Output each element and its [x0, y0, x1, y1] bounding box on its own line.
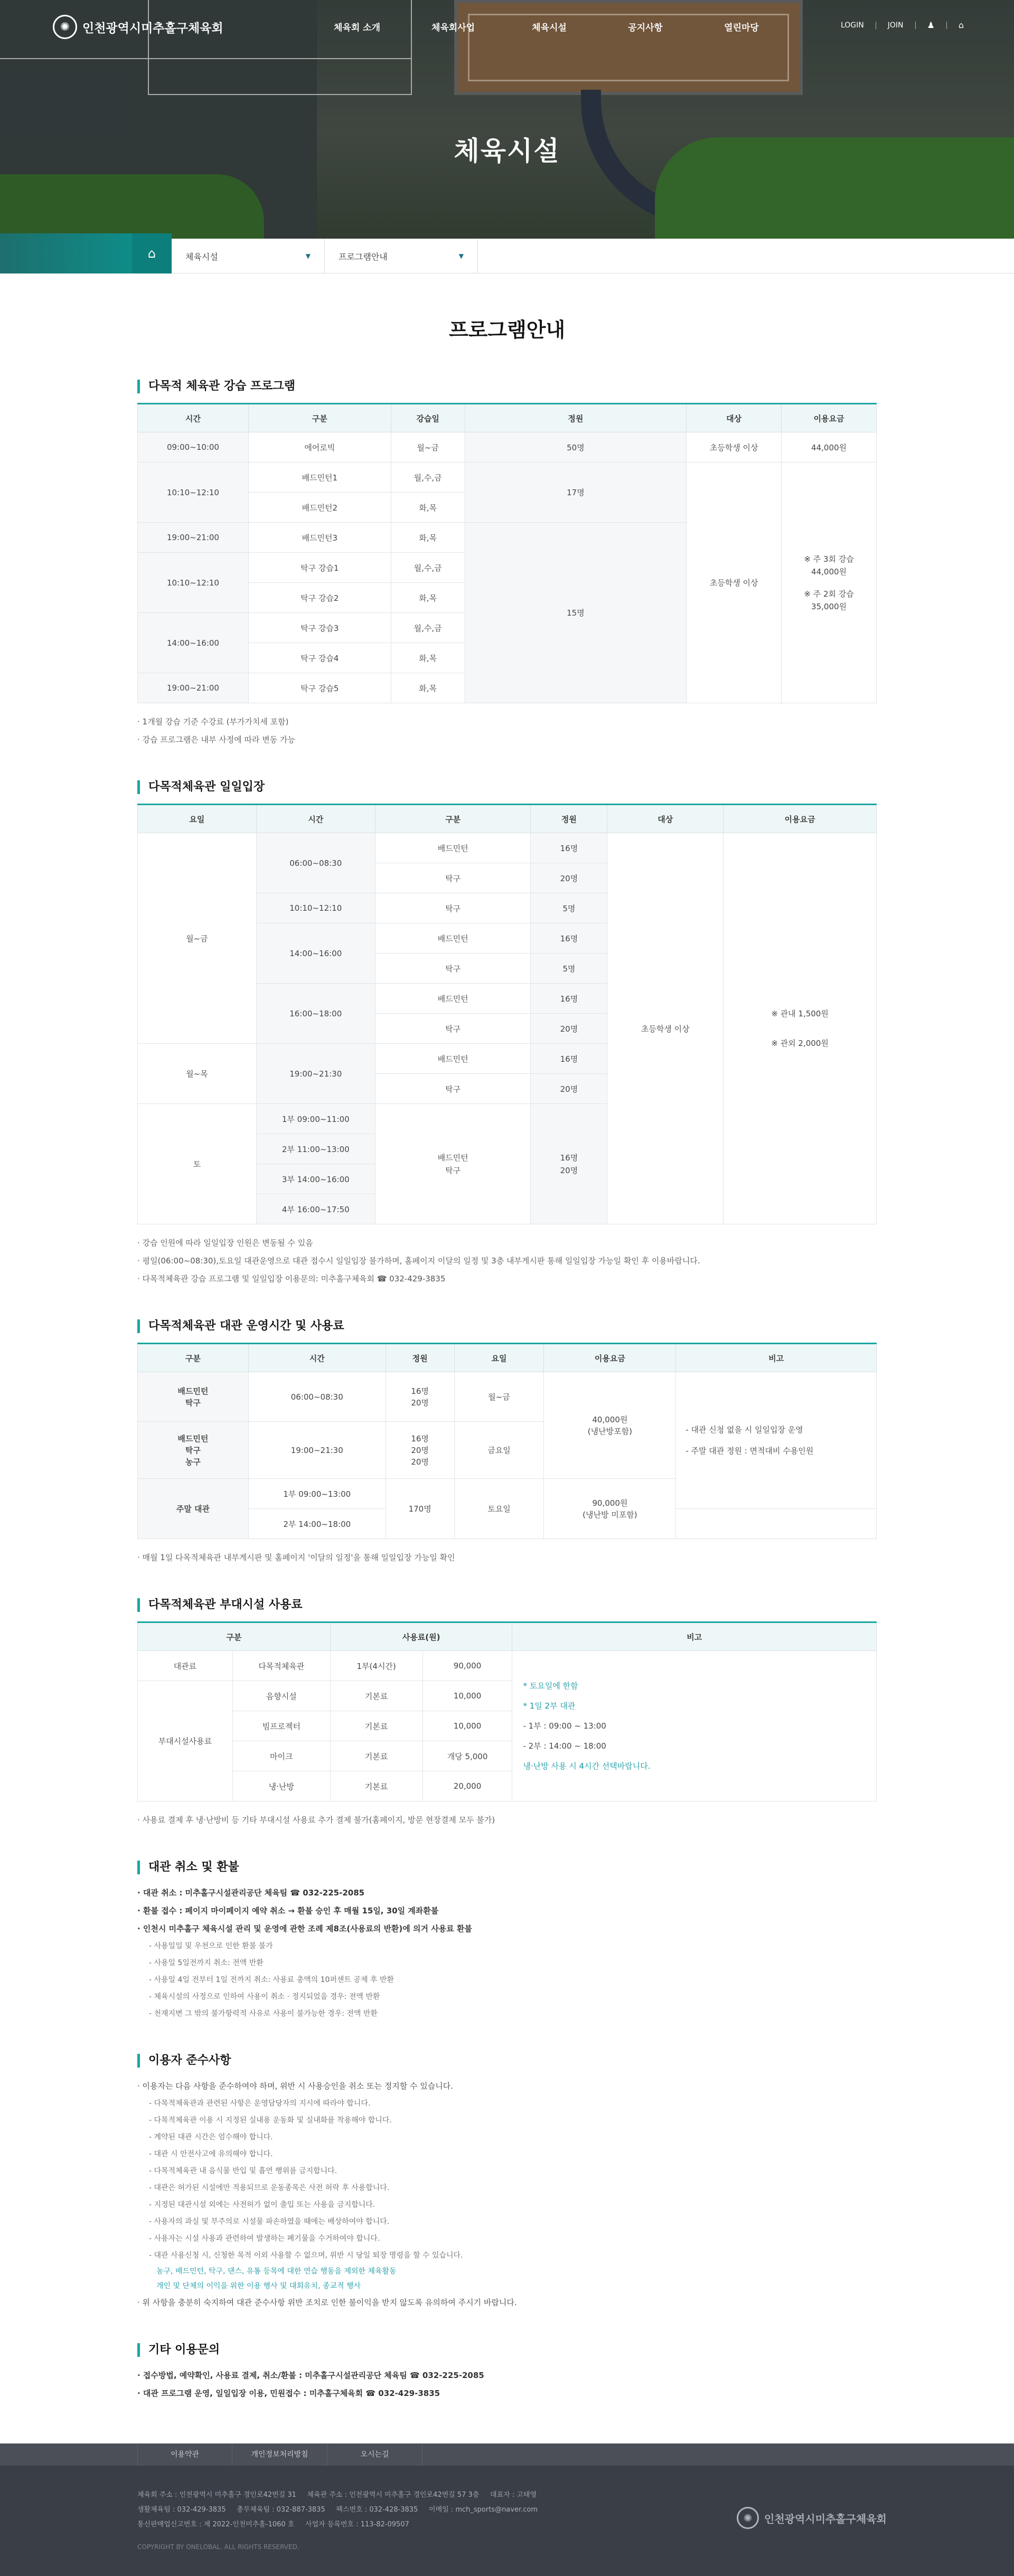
list-item: · 대관 취소 : 미추홀구시설관리공단 체육팀 ☎ 032-225-2085: [137, 1884, 877, 1902]
section-notes: [137, 1234, 877, 1288]
footer-logo-text: 인천광역시미추홀구체육회: [764, 2512, 887, 2525]
list-sub-item: - 대관은 허가된 시설에만 적용되므로 운동종목은 사전 허락 후 사용합니다.: [149, 2184, 390, 2192]
table-cell: 다목적체육관: [232, 1651, 330, 1681]
table-cell: 배드민턴: [375, 1044, 531, 1074]
table-cell: 19:00~21:00: [138, 673, 249, 703]
remark-item: 냉·난방 사용 시 4시간 선택바랍니다.: [523, 1761, 651, 1771]
table-cell: 90,000: [422, 1651, 512, 1681]
note-item: · 강습 인원에 따라 일일입장 인원은 변동될 수 있음: [137, 1234, 877, 1252]
table-cell: 탁구 강습1: [248, 553, 391, 583]
table-header: 요일: [454, 1344, 544, 1372]
list-item: · 인천시 미추홀구 체육시설 관리 및 운영에 관한 조례 제8조(사용료의 반환)에 의거 사용료 환불: [137, 1920, 877, 1938]
list-sub-item: - 사용일 5일전까지 취소: 전액 반환: [149, 1959, 264, 1967]
main-content: [137, 314, 877, 2434]
join-link[interactable]: JOIN: [887, 21, 904, 30]
section-rental-hours: [137, 1319, 877, 1567]
table-cell: 배드민턴3: [248, 523, 391, 553]
nav-item-about[interactable]: 체육회 소개: [333, 23, 381, 33]
table-cell: 배드민턴: [375, 984, 531, 1014]
table-cell: 16명: [531, 923, 607, 954]
table-header: 정원: [531, 805, 607, 833]
table-header: 구분: [375, 805, 531, 833]
table-cell: 2부 14:00~18:00: [248, 1509, 386, 1539]
location-depth2-dropdown[interactable]: [325, 239, 478, 273]
table-cell: 10:10~12:10: [256, 893, 375, 923]
table-cell: 20명: [531, 1074, 607, 1104]
table-cell: 배드민턴: [375, 923, 531, 954]
table-cell: 10,000: [422, 1681, 512, 1711]
section-title: 다목적체육관 대관 운영시간 및 사용료: [137, 1319, 877, 1333]
table-cell: 탁구: [375, 893, 531, 923]
table-cell: 탁구: [375, 1014, 531, 1044]
remark-item: * 1일 2부 대관: [523, 1701, 576, 1711]
main-navigation: [309, 20, 790, 33]
util-divider: [915, 22, 916, 29]
list-item: · 접수방법, 예약확인, 사용료 결제, 취소/환불 : 미추홀구시설관리공단 체육팀 ☎ 032-225-2085: [137, 2366, 877, 2384]
table-cell: [782, 463, 877, 703]
table-cell: 17명: [465, 463, 687, 523]
sat-cap-20: 20명: [560, 1165, 578, 1175]
table-header: 강습일: [391, 404, 465, 432]
table-cell: 탁구: [375, 863, 531, 893]
table-header: 구분: [138, 1344, 249, 1372]
table-cell: 배드민턴2: [248, 493, 391, 523]
table-cell: 06:00~08:30: [248, 1372, 386, 1422]
table-cell: [676, 1372, 877, 1509]
section-title: 이용자 준수사항: [137, 2054, 877, 2068]
sat-type-badminton: 배드민턴: [437, 1153, 468, 1163]
table-cell: 20명: [531, 1014, 607, 1044]
table-cell: 토: [138, 1104, 257, 1224]
location-band: [0, 233, 132, 273]
table-cell: 월~금: [454, 1372, 544, 1422]
table-cell: 배드민턴: [375, 833, 531, 863]
user-rules-list: [137, 2077, 877, 2311]
logo-text: 인천광역시미추홀구체육회: [82, 21, 223, 35]
utility-menu: [841, 20, 964, 30]
table-cell: 탁구 강습4: [248, 643, 391, 673]
section-user-rules: [137, 2054, 877, 2311]
table-header: 이용요금: [724, 805, 877, 833]
list-sub-item: - 다목적체육관과 관련된 사항은 운영담당자의 지시에 따라야 합니다.: [149, 2099, 371, 2108]
table-cell: 4부 16:00~17:50: [256, 1194, 375, 1224]
table-cell: 배드민턴 탁구 농구: [138, 1422, 249, 1479]
table-header: 대상: [687, 404, 782, 432]
table-cell: 10:10~12:10: [138, 463, 249, 523]
nav-item-facilities[interactable]: 체육시설: [532, 23, 567, 33]
table-header: 정원: [386, 1344, 454, 1372]
table-cell: [531, 1104, 607, 1224]
table-cell: 16명: [531, 1044, 607, 1074]
section-facility-fees: [137, 1598, 877, 1829]
table-cell: 2부 11:00~13:00: [256, 1134, 375, 1164]
util-divider: [946, 22, 947, 29]
table-cell: 배드민턴 탁구: [138, 1372, 249, 1422]
hero-title: 체육시설: [454, 136, 560, 166]
table-cell: 1부(4시간): [330, 1651, 422, 1681]
table-cell: 44,000원: [782, 432, 877, 463]
lesson-program-table: [137, 403, 877, 703]
list-item: · 이용자는 다음 사항을 준수하여야 하며, 위반 시 사용승인을 취소 또는 정지할 수 있습니다.: [137, 2077, 877, 2095]
table-cell: 대관료: [138, 1651, 233, 1681]
list-sub-item: - 사용자의 과실 및 부주의로 시설물 파손하였을 때에는 배상하여야 합니다.: [149, 2218, 390, 2226]
location-depth1-dropdown[interactable]: [172, 239, 325, 273]
list-sub-item: - 대관 사용신청 시, 신청한 목적 이외 사용할 수 없으며, 위반 시 당일 퇴장 명령을 할 수 있습니다.: [149, 2251, 463, 2260]
table-cell: 월,수,금: [391, 463, 465, 493]
section-title: 다목적 체육관 강습 프로그램: [137, 380, 877, 393]
table-cell: 20명: [531, 863, 607, 893]
footer-link-terms[interactable]: 이용약관: [137, 2443, 232, 2466]
table-cell: 기본료: [330, 1711, 422, 1741]
table-header: 비고: [512, 1622, 877, 1651]
footer-copyright: COPYRIGHT BY ONELOBAL. ALL RIGHTS RESERVED.: [137, 2543, 299, 2551]
page-title: 프로그램안내: [448, 318, 566, 342]
list-sub-item: - 천재지변 그 밖의 불가항력적 사유로 사용이 불가능한 경우: 전액 반환: [149, 2009, 378, 2018]
table-cell: 탁구 강습5: [248, 673, 391, 703]
facility-fees-table: [137, 1621, 877, 1801]
section-title: 대관 취소 및 환불: [137, 1861, 877, 1874]
footer-info-line: 생활체육팀 : 032-429-3835 총무체육팀 : 032-887-3835 팩스번호 : 032-428-3835 이메일 : mch_sports@naver.com: [137, 2506, 538, 2514]
list-sub-item: - 다목적체육관 내 음식물 반입 및 흡연 행위를 금지합니다.: [149, 2167, 337, 2175]
table-cell: 20,000: [422, 1771, 512, 1801]
table-cell: 1부 09:00~11:00: [256, 1104, 375, 1134]
section-contact: [137, 2343, 877, 2402]
table-header: 구분: [248, 404, 391, 432]
table-cell: 기본료: [330, 1741, 422, 1771]
footer-info: [137, 2488, 538, 2554]
list-item: · 위 사항을 충분히 숙지하여 대관 준수사항 위반 조치로 인한 불이익을 받지 않도록 유의하여 주시기 바랍니다.: [137, 2294, 877, 2311]
fee-note-nonlocal: ※ 관외 2,000원: [771, 1039, 829, 1048]
location-depth1-label: 체육시설: [185, 251, 218, 262]
section-title: 다목적체육관 일일입장: [137, 780, 877, 794]
table-cell: 개당 5,000: [422, 1741, 512, 1771]
table-cell: 빔프로젝터: [232, 1711, 330, 1741]
user-icon[interactable]: ♟: [927, 20, 935, 30]
footer-info-line: 통신판매업신고번호 : 제 2022-인천미추홀-1060 호 사업자 등록번호 : 113-82-09507: [137, 2521, 409, 2528]
table-cell: [375, 1104, 531, 1224]
table-cell: 14:00~16:00: [138, 613, 249, 673]
table-cell: 토요일: [454, 1479, 544, 1539]
list-sub-item: - 사용일 4일 전부터 1일 전까지 취소: 사용료 총액의 10퍼센트 공제 후 반환: [149, 1976, 394, 1984]
table-header: 비고: [676, 1344, 877, 1372]
note-item: · 평일(06:00~08:30),토요일 대관운영으로 대관 접수시 일일입장 불가하며, 홈페이지 이달의 일정 및 3층 내부게시판 통해 일일입장 가능일 확인 후 이용바랍니다.: [137, 1252, 877, 1270]
nav-item-notice[interactable]: 공지사항: [628, 23, 663, 33]
contact-list: [137, 2366, 877, 2402]
table-cell: 50명: [465, 432, 687, 463]
table-cell: 기본료: [330, 1771, 422, 1801]
footer-info-line: 체육회 주소 : 인천광역시 미추홀구 경인로42번길 31 체육관 주소 : 인천광역시 미추홀구 경인로42번길 57 3층 대표자 : 고태영: [137, 2491, 537, 2499]
table-cell: 마이크: [232, 1741, 330, 1771]
fee-note-a-value: 44,000원: [811, 567, 847, 577]
note-item: · 1개월 강습 기준 수강료 (부가가치세 포함): [137, 713, 877, 731]
table-cell: 06:00~08:30: [256, 833, 375, 893]
table-cell: 16명 20명: [386, 1372, 454, 1422]
table-cell: 19:00~21:00: [138, 523, 249, 553]
table-cell: 19:00~21:30: [256, 1044, 375, 1104]
chevron-down-icon: ▼: [305, 252, 311, 260]
table-cell: 09:00~10:00: [138, 432, 249, 463]
table-cell: 16명: [531, 984, 607, 1014]
table-cell: 5명: [531, 893, 607, 923]
table-cell: 16명 20명 20명: [386, 1422, 454, 1479]
fee-note-a: ※ 주 3회 강습: [804, 554, 854, 564]
table-cell: 16:00~18:00: [256, 984, 375, 1044]
table-cell: 월~금: [138, 833, 257, 1044]
footer-link-directions[interactable]: 오시는길: [327, 2443, 422, 2466]
site-header: [0, 0, 1014, 54]
table-cell: 에어로빅: [248, 432, 391, 463]
remark-item: - 1부 : 09:00 ~ 13:00: [523, 1721, 606, 1731]
table-cell: 주말 대관: [138, 1479, 249, 1539]
table-cell: 월,수,금: [391, 553, 465, 583]
section-notes: [137, 713, 877, 749]
remark-item: - 2부 : 14:00 ~ 18:00: [523, 1741, 606, 1751]
table-cell: 1부 09:00~13:00: [248, 1479, 386, 1509]
site-logo[interactable]: [53, 15, 223, 39]
note-item: · 다목적체육관 강습 프로그램 및 일일입장 이용문의: 미추홀구체육회 ☎ 032-429-3835: [137, 1270, 877, 1288]
table-header: 구분: [138, 1622, 331, 1651]
section-lesson-program: [137, 380, 877, 749]
location-bar: [0, 239, 1014, 273]
list-sub-item: - 지정된 대관시설 외에는 사전허가 없이 출입 또는 사용을 금지합니다.: [149, 2201, 375, 2209]
table-cell: 5명: [531, 954, 607, 984]
login-link[interactable]: LOGIN: [840, 21, 864, 30]
table-cell: 3부 14:00~16:00: [256, 1164, 375, 1194]
table-cell: 40,000원 (냉난방포함): [544, 1372, 676, 1479]
table-header: 시간: [256, 805, 375, 833]
table-cell: 14:00~16:00: [256, 923, 375, 984]
list-sub-item-highlight: 농구, 배드민턴, 탁구, 댄스, 유통 등목에 대한 연습 행동을 제외한 체육활동: [156, 2267, 397, 2276]
table-cell: 금요일: [454, 1422, 544, 1479]
table-cell: [512, 1651, 877, 1801]
table-cell: 화,목: [391, 583, 465, 613]
table-cell: 170명: [386, 1479, 454, 1539]
table-cell: 배드민턴1: [248, 463, 391, 493]
list-sub-item: - 사용일일 및 우천으로 인한 환불 불가: [149, 1942, 273, 1950]
remark-item: - 주말 대관 정원 : 면적대비 수용인원: [686, 1446, 814, 1456]
list-sub-item-highlight: 개인 및 단체의 이익을 위한 이용 행사 및 대회유치, 종교적 행사: [156, 2282, 361, 2290]
table-cell: 10,000: [422, 1711, 512, 1741]
table-cell: 기본료: [330, 1681, 422, 1711]
list-item: · 대관 프로그램 운영, 일일입장 이용, 민원접수 : 미추홀구체육회 ☎ 032-429-3835: [137, 2384, 877, 2402]
table-cell: 초등학생 이상: [687, 432, 782, 463]
table-cell: 부대시설사용료: [138, 1681, 233, 1801]
list-sub-item: - 대관 시 안전사고에 유의해야 합니다.: [149, 2150, 273, 2158]
nav-item-business[interactable]: 체육회사업: [431, 23, 475, 33]
section-daily-entry: [137, 780, 877, 1288]
logo-emblem-icon: ✺: [737, 2507, 759, 2529]
nav-item-open[interactable]: 열린마당: [724, 23, 759, 33]
section-notes: [137, 1549, 877, 1567]
fee-note-b: ※ 주 2회 강습: [804, 589, 854, 599]
daily-entry-table: [137, 804, 877, 1224]
table-cell: [724, 833, 877, 1224]
table-cell: 90,000원 (냉난방 미포함): [544, 1479, 676, 1539]
table-header: 요일: [138, 805, 257, 833]
table-header: 사용료(원): [330, 1622, 512, 1651]
table-cell: [676, 1509, 877, 1539]
table-cell: 19:00~21:30: [248, 1422, 386, 1479]
table-cell: 화,목: [391, 673, 465, 703]
location-depth2-label: 프로그램안내: [339, 251, 388, 262]
table-cell: 초등학생 이상: [687, 463, 782, 703]
table-header: 시간: [138, 404, 249, 432]
table-cell: 음향시설: [232, 1681, 330, 1711]
list-sub-item: - 다목적체육관 이용 시 지정된 실내용 운동화 및 실내화를 착용해야 합니다.: [149, 2116, 392, 2125]
table-header: 정원: [465, 404, 687, 432]
footer-logo[interactable]: [737, 2507, 887, 2529]
footer-nav: [0, 2443, 1014, 2466]
table-header: 이용요금: [544, 1344, 676, 1372]
table-cell: 탁구 강습2: [248, 583, 391, 613]
list-item: · 환불 접수 : 페이지 마이페이지 예약 취소 → 환불 승인 후 매월 15일, 30일 계좌환불: [137, 1902, 877, 1920]
table-cell: 탁구: [375, 1074, 531, 1104]
location-home-icon[interactable]: ⌂: [132, 233, 172, 273]
list-sub-item: - 사용자는 시설 사용과 관련하여 발생하는 폐기물을 수거하여야 합니다.: [149, 2234, 380, 2243]
remark-item: * 토요일에 한함: [523, 1681, 578, 1691]
table-cell: 화,목: [391, 523, 465, 553]
table-cell: 화,목: [391, 643, 465, 673]
rental-hours-table: [137, 1343, 877, 1539]
section-cancel-refund: [137, 1861, 877, 2022]
logo-emblem-icon: ✺: [53, 15, 77, 39]
table-cell: 월,수,금: [391, 613, 465, 643]
footer-link-privacy[interactable]: 개인정보처리방침: [232, 2443, 327, 2466]
table-cell: 초등학생 이상: [607, 833, 724, 1224]
table-cell: 16명: [531, 833, 607, 863]
fee-note-b-value: 35,000원: [811, 601, 847, 611]
remark-item: - 대관 신청 없을 시 일일입장 운영: [686, 1425, 803, 1435]
chevron-down-icon: ▼: [458, 252, 464, 260]
table-cell: 탁구: [375, 954, 531, 984]
table-cell: 탁구 강습3: [248, 613, 391, 643]
note-item: · 강습 프로그램은 내부 사정에 따라 변동 가능: [137, 731, 877, 749]
table-cell: 냉·난방: [232, 1771, 330, 1801]
site-footer: [0, 2443, 1014, 2576]
table-header: 대상: [607, 805, 724, 833]
list-sub-item: - 계약된 대관 시간은 엄수해야 합니다.: [149, 2133, 273, 2141]
home-icon[interactable]: ⌂: [958, 20, 964, 30]
list-sub-item: - 체육시설의 사정으로 인하여 사용이 취소 · 정지되었을 경우: 전액 반환: [149, 1993, 380, 2001]
note-item: · 사용료 결제 후 냉·난방비 등 기타 부대시설 사용료 추가 결제 불가(홈페이지, 방문 현장결제 모두 불가): [137, 1811, 877, 1829]
table-cell: 화,목: [391, 493, 465, 523]
table-cell: 월~금: [391, 432, 465, 463]
sat-cap-16: 16명: [560, 1153, 578, 1163]
fee-note-local: ※ 관내 1,500원: [771, 1009, 829, 1018]
table-cell: 10:10~12:10: [138, 553, 249, 613]
cancel-refund-list: [137, 1884, 877, 2022]
table-header: 시간: [248, 1344, 386, 1372]
table-cell: 월~목: [138, 1044, 257, 1104]
section-title: 다목적체육관 부대시설 사용료: [137, 1598, 877, 1612]
section-title: 기타 이용문의: [137, 2343, 877, 2357]
section-notes: [137, 1811, 877, 1829]
sat-type-pingpong: 탁구: [445, 1165, 461, 1175]
table-header: 이용요금: [782, 404, 877, 432]
table-cell: 15명: [465, 523, 687, 703]
note-item: · 매월 1일 다목적체육관 내부게시판 및 홈페이지 '이달의 일정'을 통해 일일입장 가능일 확인: [137, 1549, 877, 1567]
